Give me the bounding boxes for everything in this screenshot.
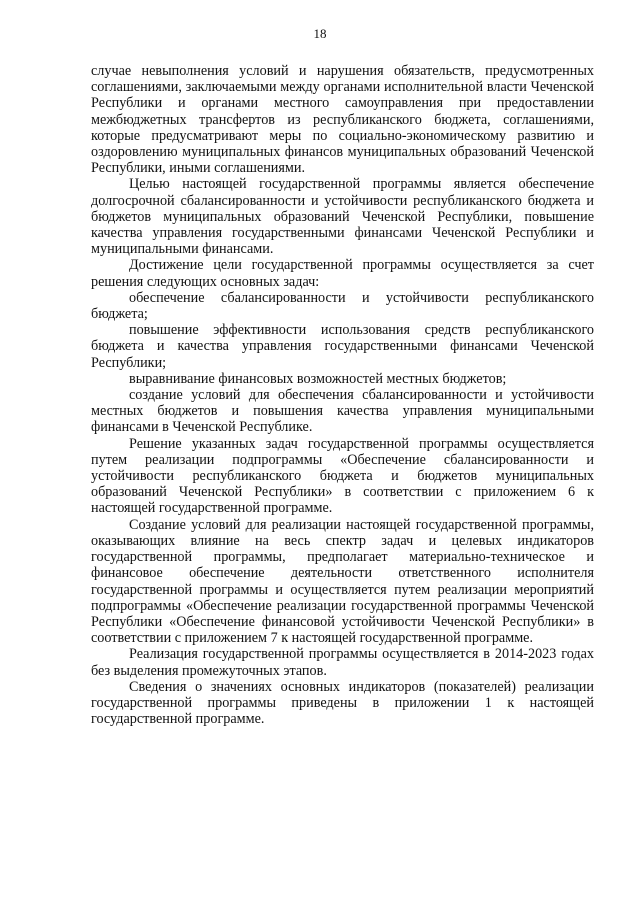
paragraph-task-4: создание условий для обеспечения сбалансированности и устойчивости местных бюджетов и повышения качества управления муниципальными финансами в Чеченской Республике. (91, 387, 594, 436)
paragraph-continuation: случае невыполнения условий и нарушения обязательств, предусмотренных соглашениями, заключаемыми между органами исполнительной власти Чеченской Республики и органами местного самоуправления при предоставлении межбюджетных трансфертов из республиканского бюджета, соглашениями, которые предусматривают меры по социально-экономическому развитию и оздоровлению муниципальных финансов муниципальных образований Чеченской Республики, иными соглашениями. (91, 63, 594, 177)
paragraph-implementation-period: Реализация государственной программы осуществляется в 2014-2023 годах без выделения промежуточных этапов. (91, 646, 594, 679)
paragraph-indicators: Сведения о значениях основных индикаторов (показателей) реализации государственной программы приведены в приложении 1 к настоящей государственной программе. (91, 678, 594, 728)
paragraph-task-1: обеспечение сбалансированности и устойчивости республиканского бюджета; (91, 289, 594, 323)
paragraph-subprogram-7: Создание условий для реализации настоящей государственной программы, оказывающих влияние на весь спектр задач и целевых индикаторов государственной программы, предполагает материально-техническое и финансовое обеспечение деятельности ответственного исполнителя государственной программы и осуществляется путем реализации мероприятий подпрограммы «Обеспечение реализации государственной программы Чеченской Республики «Обеспечение финансовой устойчивости Чеченской Республики» в соответствии с приложением 7 к настоящей государственной программе. (91, 516, 594, 647)
page-number: 18 (313, 26, 327, 41)
paragraph-task-2: повышение эффективности использования средств республиканского бюджета и качества управления государственными финансами Чеченской Республики; (91, 322, 594, 371)
paragraph-tasks-intro: Достижение цели государственной программы осуществляется за счет решения следующих основных задач: (91, 257, 594, 290)
paragraph-task-3: выравнивание финансовых возможностей местных бюджетов; (129, 370, 507, 387)
paragraph-program-goal: Целью настоящей государственной программы является обеспечение долгосрочной сбалансированности и устойчивости республиканского бюджета и бюджетов муниципальных образований Чеченской Республики, повышение качества управления государственными финансами Чеченской Республики и муниципальными финансами. (91, 176, 594, 258)
paragraph-subprogram-6: Решение указанных задач государственной программы осуществляется путем реализации подпрограммы «Обеспечение сбалансированности и устойчивости республиканского бюджета и бюджетов муниципальных образований Чеченской Республики» в соответствии с приложением 6 к настоящей государственной программе. (91, 435, 594, 517)
body-text (91, 63, 594, 727)
